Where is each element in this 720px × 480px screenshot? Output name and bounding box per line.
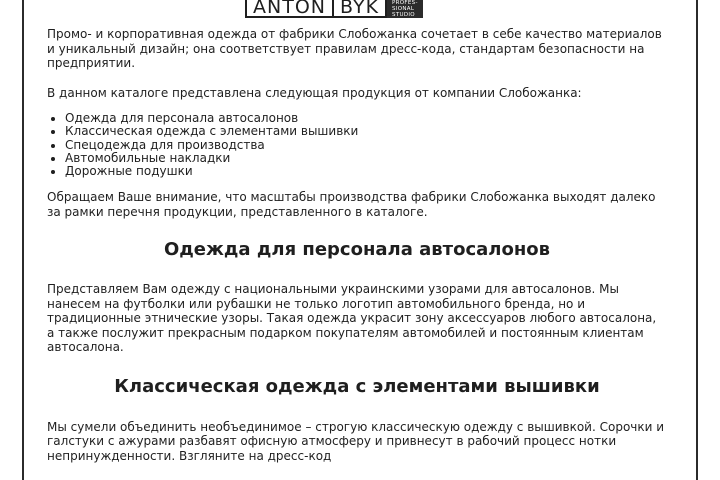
section-heading-autosalon: Одежда для персонала автосалонов	[163, 239, 551, 261]
note-paragraph: Обращаем Ваше внимание, что масштабы производства фабрики Слобожанка выходят далеко за рамки перечня продукции, представленного в каталоге.	[47, 190, 656, 219]
section-text-classic: Мы сумели объединить необъединимое – строгую классическую одежду с вышивкой. Сорочки и галстуки с ажурами разбавят офисную атмосферу и привнесут в рабочий процесс нотки непринужденности. Взгляните на дресс-код	[47, 419, 665, 463]
intro-paragraph: Промо- и корпоративная одежда от фабрики Слобожанка сочетает в себе качество материалов и уникальный дизайн; она соответствует правилам дресс-кода, стандартам безопасности на предприятии.	[47, 27, 662, 70]
logo-word-anton: ANTON	[245, 0, 334, 18]
catalog-lead: В данном каталоге представлена следующая продукция от компании Слобожанка:	[47, 85, 582, 100]
logo	[245, 0, 423, 18]
product-item: • Дорожные подушки	[65, 165, 667, 178]
logo-tag-line1: PROFES-	[392, 0, 418, 6]
logo-word-byk: BYK	[334, 0, 387, 18]
product-item: • Спецодежда для производства	[65, 139, 667, 152]
logo-tag-line2: SIONAL	[392, 6, 415, 12]
product-list	[47, 112, 667, 178]
section-heading-classic: Классическая одежда с элементами вышивки	[114, 375, 600, 397]
logo-tagline	[387, 0, 423, 18]
product-item: • Автомобильные накладки	[65, 152, 667, 165]
product-item: • Классическая одежда с элементами вышивки	[65, 125, 667, 138]
section-text-autosalon: Представляем Вам одежду с национальными украинскими узорами для автосалонов. Мы нанесем на футболки или рубашки не только логотип автомобильного бренда, но и традиционные этнические узоры. Такая одежда украсит зону аксессуаров любого автосалона, а также послужит прекрасным подарком покупателям автомобилей и постоянным клиентам автосалона.	[47, 282, 657, 355]
catalog-content	[47, 27, 667, 463]
logo-tag-line3: STUDIO	[392, 12, 415, 18]
product-item: • Одежда для персонала автосалонов	[65, 112, 667, 125]
